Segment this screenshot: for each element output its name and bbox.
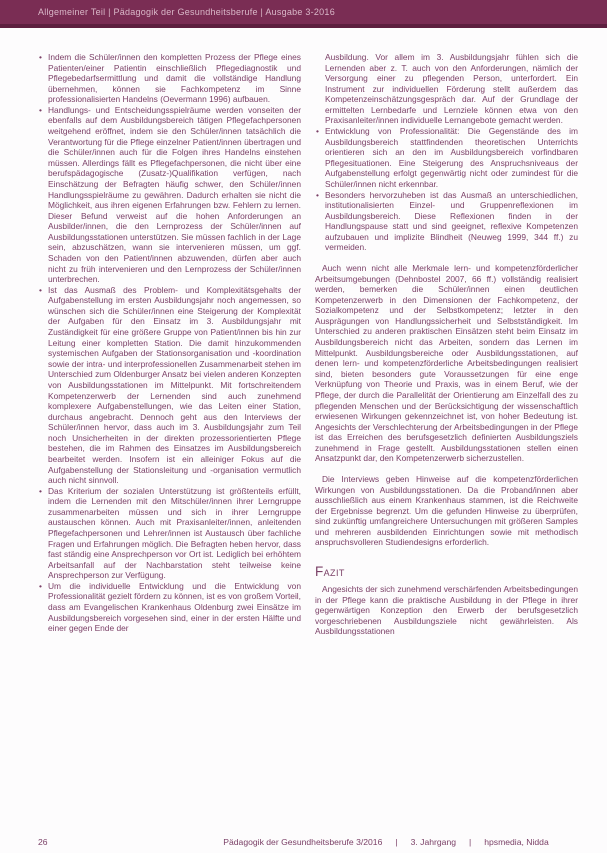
footer-separator: | xyxy=(469,837,472,847)
footer-volume: 3. Jahrgang xyxy=(410,837,456,847)
bullet-item: • Das Kriterium der sozialen Unterstützung ist größtenteils erfüllt, indem die Lernenden mit den Mitschüler/innen ihrer Lerngruppe zusammenarbeiten müssen und sich in ihrer Lerngruppe austauschen können. Auch mit Praxisanleiter/innen, anleitenden Pflegefachpersonen und Lehrer/innen ist Austausch über fachliche Fragen und Erfahrungen möglich. Die Befragten heben hervor, dass fast ständig eine Ansprechperson vor Ort ist. Lediglich bei erhöhtem Arbeitsanfall auf der Nachbarstation steht teilweise keine Ansprechperson zur Verfügung. xyxy=(38,486,301,581)
page-body xyxy=(0,28,607,637)
bullet-item: • Um die individuelle Entwicklung und die Entwicklung von Professionalität gezielt fördern zu können, ist es von großem Vorteil, dass am Evangelischen Krankenhaus Oldenburg zwei Einsätze im Ausbildungsbereich vorgesehen sind, einer in der ersten Hälfte und einer gegen Ende der xyxy=(38,581,301,634)
footer-publisher: hpsmedia, Nidda xyxy=(484,837,549,847)
right-column xyxy=(315,52,578,637)
page-footer xyxy=(38,837,578,847)
bullet-item: • Indem die Schüler/innen den kompletten Prozess der Pflege eines Patienten/einer Patientin einschließlich Pflegediagnostik und Pflegebedarfsermittlung und damit die vollständige Handlung übernehmen, können sie Fachkompetenz im Sinne professionalisierten Handelns (Oevermann 1996) aufbauen. xyxy=(38,52,301,105)
continuation-paragraph: Ausbildung. Vor allem im 3. Ausbildungsjahr fühlen sich die Lernenden aber z. T. auch von den Anforderungen, nämlich der Versorgung einer zu pflegenden Person, unterfordert. Ein Instrument zur individuellen Förderung stellt außerdem das Kompetenzeinschätzungsgespräch dar. Auf der Grundlage der ermittelten Lernbedarfe und Lernziele können etwa von den Praxisanleiter/innen individuelle Lernangebote gemacht werden. xyxy=(325,52,578,126)
fazit-section-heading: Fazit xyxy=(315,564,345,580)
body-paragraph: Die Interviews geben Hinweise auf die kompetenzförderlichen Wirkungen von Ausbildungsstationen. Da die Proband/innen aber ausschließlich aus einem Krankenhaus stammen, ist die Reichweite der Ergebnisse begrenzt. Um die gefunden Hinweise zu überprüfen, sind zukünftig umfangreichere Untersuchungen mit größeren Samples und mehreren ausbildenden Einrichtungen sowie mit methodisch anspruchsvolleren Studiendesigns erforderlich. xyxy=(315,473,578,548)
page-header-bar xyxy=(0,0,607,28)
fazit-paragraph: Angesichts der sich zunehmend verschärfenden Arbeitsbedingungen in der Pflege kann die praktische Ausbildung in der Pflege in ihrer gegenwärtigen Konzeption den Erwerb der berufsgesetzlich vorgeschriebenen Ausbildungsziele nicht gewährleisten. Als Ausbildungsstationen xyxy=(315,584,578,637)
bullet-item: • Besonders hervorzuheben ist das Ausmaß an unterschiedlichen, institutionalisierten Einzel- und Gruppenreflexionen im Ausbildungsbereich. Diese Reflexionen finden in der Handlungspause statt und sind geeignet, reflexive Kompetenzen aufzubauen und implizite Blindheit (Neuweg 1999, 344 ff.) zu vermeiden. xyxy=(315,190,578,253)
bullet-item: • Ist das Ausmaß des Problem- und Komplexitätsgehalts der Aufgabenstellung im ersten Ausbildungsjahr noch angemessen, so wünschen sich die Schüler/innen eine Steigerung der Komplexität der Aufgaben für den Einsatz im 3. Ausbildungsjahr mit Zuständigkeit für eine größere Gruppe von Patient/innen bis hin zur Leitung einer kompletten Station. Die damit hinzukommenden systemischen Aufgaben der Stationsorganisation und -koordination sowie der intra- und interprofessionellen Zusammenarbeit stehen im Unterschied zum Oldenburger Ansatz bei vielen anderen Konzepten von Ausbildungsstationen im Mittelpunkt. Mit fortschreitendem Kompetenzerwerb der Lernenden sind auch zunehmend komplexere Aufgabenstellungen, wie das Leiten einer Station, durchaus angebracht. Dennoch geht aus den Interviews der Schüler/innen hervor, dass auch im 3. Ausbildungsjahr zum Teil noch Unsicherheiten in der direkten prozessorientierten Pflege bestehen, die im Rahmen des Einsatzes im Ausbildungsbereich bearbeitet werden. Insofern ist ein alleiniger Fokus auf die Aufgabenstellung der Stationsleitung und -organisation vermutlich auch nicht sinnvoll. xyxy=(38,285,301,486)
footer-separator: | xyxy=(395,837,398,847)
page-number: 26 xyxy=(38,837,48,847)
footer-journal-title: Pädagogik der Gesundheitsberufe 3/2016 xyxy=(223,837,383,847)
left-column xyxy=(38,52,301,637)
bullet-item: • Handlungs- und Entscheidungsspielräume werden vonseiten der ebenfalls auf dem Ausbildungsbereich tätigen Pflegefachpersonen weitgehend eröffnet, indem sie den Schüler/innen tatsächlich die Verantwortung für die Pflege einzelner Patient/innen übertragen und die Schüler/innen auch für die Folgen ihres Handelns einstehen müssen. Allerdings fällt es Pflegefachpersonen, die nicht über eine berufspädagogische (Zusatz-)Qualifikation verfügen, nach Einschätzung der Befragten häufig schwer, den Schüler/innen Handlungsspielräume zu gewähren. Dadurch erhalten sie nicht die Möglichkeit, aus ihren eigenen Erfahrungen bzw. Fehlern zu lernen. Dieser Befund verweist auf die hohen Anforderungen an Ausbilder/innen, die den Lernprozess der Schüler/innen auf Ausbildungsstationen unterstützen. Sie müssen fachlich in der Lage sein, abzuschätzen, wann sie intervenieren müssen, um ggf. Schaden von den Patient/innen abzuwenden, dürfen aber auch nicht zu früh intervenieren und den Lernprozess der Schüler/innen unterbrechen. xyxy=(38,105,301,285)
footer-journal-line xyxy=(156,837,607,847)
body-paragraph: Auch wenn nicht alle Merkmale lern- und kompetenzförderlicher Arbeitsumgebungen (Dehnbostel 2007, 66 ff.) vollständig realisiert werden, bemerken die Schüler/innen einen deutlichen Kompetenzerwerb in den Dimensionen der Fachkompetenz, der Sozialkompetenz und der Selbstkompetenz; letzter in den Ausprägungen von Handlungssicherheit und Selbstständigkeit. Im Unterschied zu anderen praktischen Einsätzen steht beim Einsatz im Ausbildungsbereich nicht das Arbeiten, sondern das Lernen im Mittelpunkt. Ausbildungsbereiche oder Ausbildungsstationen, auf denen lern- und kompetenzförderliche Arbeitsbedingungen realisiert sind, bieten besonders gute Voraussetzungen für eine enge Verknüpfung von Theorie und Praxis, was in einem Beruf, wie der Pflege, der durch die Parallelität der Orientierung am Einzelfall des zu pflegenden Menschen und der Berücksichtigung der wissenschaftlich erwiesenen Wirkungen gekennzeichnet ist, von hoher Bedeutung ist. Angesichts der Verschlechterung der Arbeitsbedingungen in der Pflege ist das Erreichen des berufsgesetzlich definierten Ausbildungsziels zunehmend in Frage gestellt. Ausbildungsstationen stellen einen Ansatzpunkt dar, den Kompetenzerwerb sicherzustellen. xyxy=(315,262,578,464)
bullet-item: • Entwicklung von Professionalität: Die Gegenstände des im Ausbildungsbereich stattfindenden theoretischen Unterrichts orientieren sich an den im Ausbildungsbereich vorfindbaren Pflegesituationen. Eine Steigerung des Anspruchsniveaus der Aufgabenstellung erfolgt gegenwärtig nicht oder zumindest für die Schüler/innen nicht erkennbar. xyxy=(315,126,578,189)
header-title: Allgemeiner Teil | Pädagogik der Gesundheitsberufe | Ausgabe 3-2016 xyxy=(38,7,335,17)
